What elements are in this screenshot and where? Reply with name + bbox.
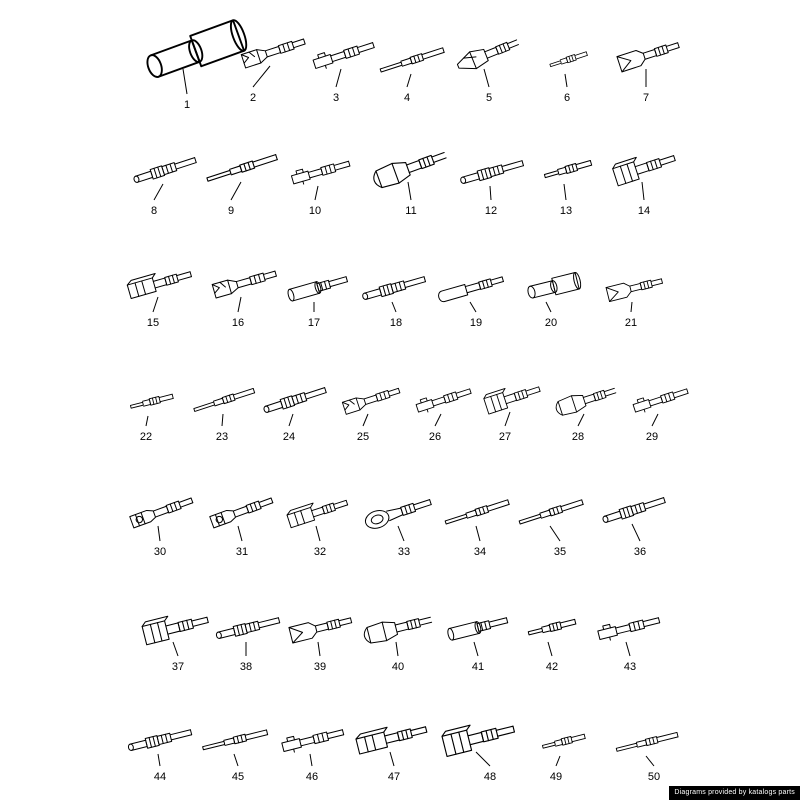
- part-item: [206, 154, 277, 184]
- part-number-label: 42: [545, 661, 559, 673]
- part-leader-line: [546, 302, 551, 312]
- part-leader-line: [146, 416, 148, 426]
- part-number-label: 30: [153, 546, 167, 558]
- part-leader-line: [632, 524, 640, 541]
- part-leader-line: [548, 642, 552, 656]
- part-item: [415, 384, 472, 415]
- part-item: [542, 733, 585, 750]
- part-item: [130, 393, 173, 410]
- part-leader-line: [408, 182, 411, 200]
- part-number-label: 45: [231, 771, 245, 783]
- part-item: [361, 274, 426, 301]
- part-number-label: 34: [473, 546, 487, 558]
- part-number-label: 48: [483, 771, 497, 783]
- part-item: [554, 382, 618, 417]
- part-number-label: 6: [563, 92, 571, 104]
- part-number-label: 11: [405, 205, 417, 217]
- part-item: [281, 724, 345, 754]
- part-number-label: 23: [215, 431, 229, 443]
- part-leader-line: [390, 752, 394, 766]
- part-item: [363, 494, 433, 531]
- part-item: [437, 274, 504, 303]
- part-item: [263, 385, 327, 414]
- part-item: [193, 388, 255, 414]
- part-leader-line: [476, 526, 480, 541]
- part-leader-line: [315, 186, 318, 200]
- part-number-label: 20: [544, 317, 558, 329]
- part-item: [130, 495, 194, 528]
- part-leader-line: [392, 302, 396, 312]
- part-number-label: 28: [571, 431, 585, 443]
- part-number-label: 35: [553, 546, 567, 558]
- part-number-label: 32: [313, 546, 327, 558]
- part-item: [287, 273, 349, 301]
- part-leader-line: [153, 297, 158, 312]
- part-leader-line: [490, 186, 491, 200]
- part-leader-line: [435, 414, 441, 426]
- part-leader-line: [238, 297, 241, 312]
- part-leader-line: [652, 414, 658, 426]
- part-number-label: 44: [153, 771, 167, 783]
- part-leader-line: [173, 642, 178, 656]
- part-leader-line: [158, 526, 160, 541]
- part-number-label: 12: [484, 205, 498, 217]
- part-number-label: 50: [647, 771, 661, 783]
- part-number-label: 36: [633, 546, 647, 558]
- part-number-label: 29: [645, 431, 659, 443]
- part-leader-line: [183, 69, 187, 94]
- part-item: [549, 51, 587, 68]
- part-number-label: 13: [559, 205, 573, 217]
- part-item: [289, 612, 353, 643]
- part-item: [126, 264, 192, 298]
- part-item: [544, 159, 592, 179]
- part-item: [286, 493, 349, 528]
- part-number-label: 9: [227, 205, 235, 217]
- part-number-label: 14: [637, 205, 651, 217]
- part-leader-line: [398, 526, 404, 541]
- part-number-label: 19: [469, 317, 483, 329]
- part-number-label: 33: [397, 546, 411, 558]
- part-leader-line: [222, 414, 223, 426]
- part-leader-line: [550, 526, 560, 541]
- part-number-label: 27: [498, 431, 512, 443]
- part-item: [215, 615, 280, 640]
- part-item: [597, 612, 661, 642]
- part-item: [212, 267, 277, 298]
- part-item: [371, 145, 449, 190]
- part-number-label: 39: [313, 661, 327, 673]
- part-number-label: 49: [549, 771, 563, 783]
- part-leader-line: [154, 184, 163, 200]
- part-leader-line: [407, 74, 411, 87]
- part-item: [455, 34, 521, 75]
- part-number-label: 17: [307, 317, 321, 329]
- part-number-label: 38: [239, 661, 253, 673]
- part-number-label: 25: [356, 431, 370, 443]
- part-leader-line: [626, 642, 630, 656]
- part-number-label: 24: [282, 431, 296, 443]
- part-leader-line: [470, 302, 476, 312]
- part-item: [291, 156, 352, 186]
- part-item: [380, 47, 445, 74]
- part-number-label: 10: [308, 205, 322, 217]
- part-leader-line: [564, 184, 566, 200]
- part-number-label: 5: [485, 92, 493, 104]
- part-number-label: 37: [171, 661, 185, 673]
- part-item: [617, 38, 681, 72]
- part-number-label: 26: [428, 431, 442, 443]
- part-leader-line: [318, 642, 320, 656]
- part-number-label: 18: [389, 317, 403, 329]
- part-item: [143, 18, 249, 83]
- part-leader-line: [310, 754, 312, 766]
- part-item: [447, 614, 509, 640]
- part-number-label: 41: [471, 661, 485, 673]
- part-number-label: 16: [231, 317, 245, 329]
- part-number-label: 4: [403, 92, 411, 104]
- part-item: [241, 35, 306, 68]
- part-leader-line: [234, 754, 238, 766]
- part-item: [312, 38, 376, 72]
- part-leader-line: [505, 412, 510, 426]
- part-item: [606, 274, 664, 301]
- part-item: [483, 378, 542, 414]
- part-item: [528, 618, 576, 637]
- part-item: [459, 158, 524, 185]
- part-item: [632, 384, 689, 415]
- part-leader-line: [476, 752, 490, 766]
- part-number-label: 22: [139, 431, 153, 443]
- part-leader-line: [363, 414, 368, 426]
- part-number-label: 46: [305, 771, 319, 783]
- part-leader-line: [556, 756, 560, 766]
- part-number-label: 40: [391, 661, 405, 673]
- part-leader-line: [396, 642, 398, 656]
- part-item: [342, 385, 401, 415]
- credit-badge: Diagrams provided by katalogs parts: [669, 786, 800, 800]
- part-item: [519, 499, 584, 526]
- part-leader-line: [578, 414, 584, 426]
- part-number-label: 2: [249, 92, 257, 104]
- part-item: [602, 495, 666, 524]
- part-item: [445, 499, 510, 526]
- part-leader-line: [646, 756, 654, 766]
- part-leader-line: [238, 526, 242, 541]
- part-leader-line: [158, 754, 160, 766]
- part-number-label: 31: [235, 546, 249, 558]
- part-item: [141, 607, 210, 645]
- part-item: [441, 715, 516, 756]
- part-item: [202, 729, 268, 752]
- part-leader-line: [316, 526, 320, 541]
- part-number-label: 15: [146, 317, 160, 329]
- part-leader-line: [336, 69, 341, 87]
- part-leader-line: [474, 642, 478, 656]
- part-leader-line: [253, 66, 270, 87]
- part-item: [133, 155, 197, 184]
- part-leader-line: [484, 69, 489, 87]
- part-leader-line: [565, 74, 567, 87]
- part-leader-line: [642, 182, 644, 200]
- part-number-label: 1: [183, 99, 191, 111]
- part-number-label: 43: [623, 661, 637, 673]
- part-leader-line: [289, 414, 293, 426]
- part-item: [612, 146, 678, 186]
- part-item: [127, 727, 192, 752]
- part-number-label: 3: [332, 92, 340, 104]
- part-item: [355, 718, 428, 754]
- part-item: [616, 732, 678, 753]
- part-number-label: 8: [150, 205, 158, 217]
- part-leader-line: [631, 302, 632, 312]
- part-item: [526, 272, 582, 301]
- part-item: [362, 611, 433, 646]
- part-number-label: 47: [387, 771, 401, 783]
- part-leader-line: [231, 182, 241, 200]
- part-number-label: 7: [642, 92, 650, 104]
- part-item: [210, 495, 274, 528]
- part-number-label: 21: [624, 317, 638, 329]
